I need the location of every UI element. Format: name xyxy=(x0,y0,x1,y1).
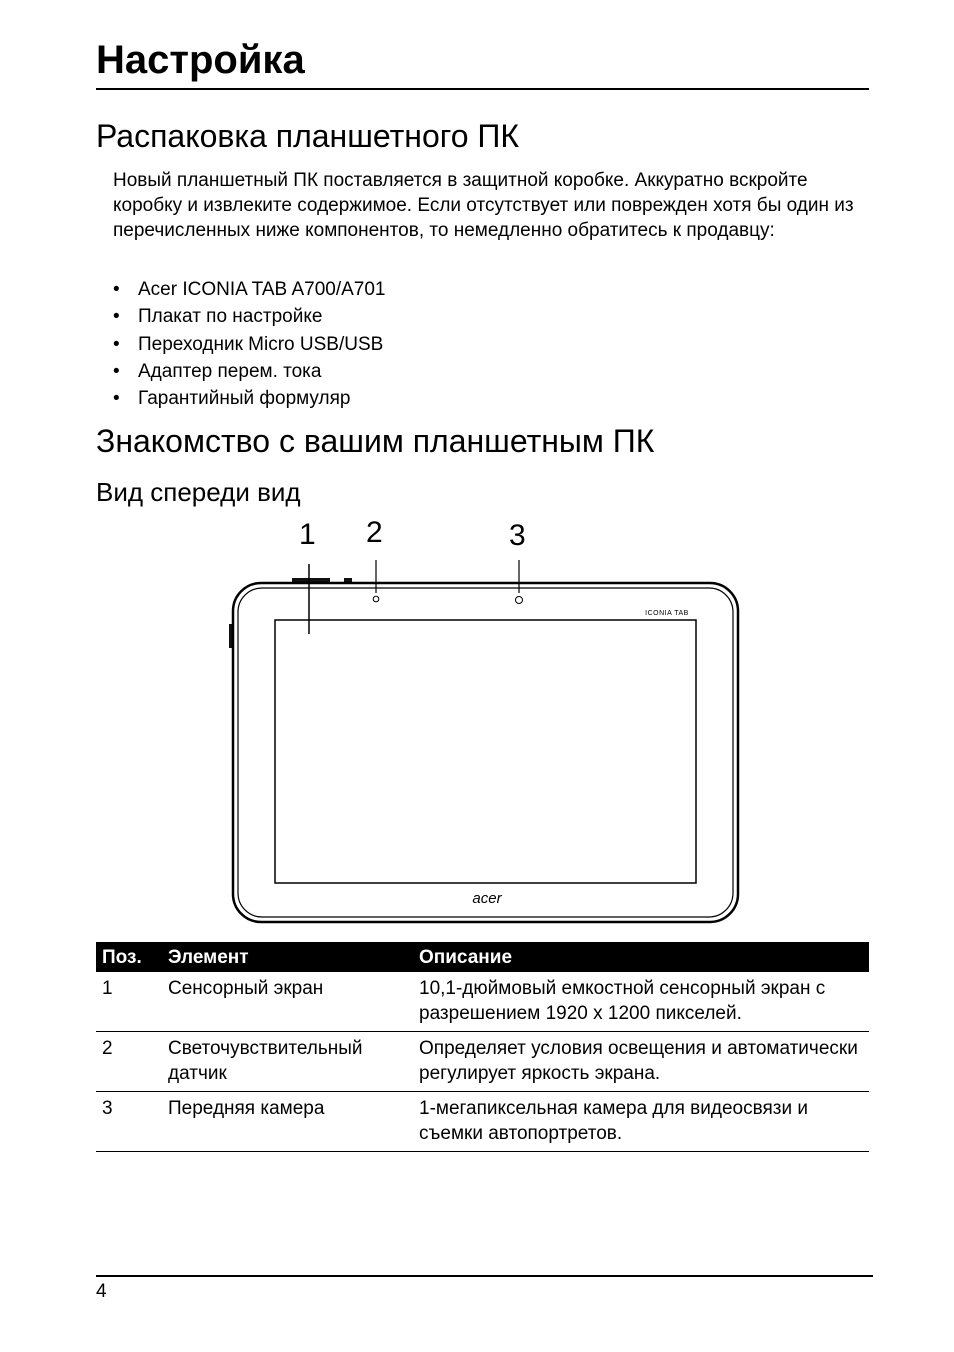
cell-description: 1-мегапиксельная камера для видеосвязи и съемки автопортретов. xyxy=(413,1092,869,1152)
touchscreen xyxy=(275,620,696,883)
page-number: 4 xyxy=(96,1281,107,1302)
list-item: • Плакат по настройке xyxy=(113,303,385,330)
cell-description: 10,1-дюймовый емкостной сенсорный экран с разрешением 1920 x 1200 пикселей. xyxy=(413,972,869,1032)
table-row xyxy=(96,1032,869,1092)
cell-position: 1 xyxy=(96,972,162,1032)
header-description: Описание xyxy=(413,942,869,972)
callout-2: 2 xyxy=(366,516,383,549)
table-header-row xyxy=(96,942,869,972)
table-row xyxy=(96,972,869,1032)
section-title-overview: Знакомство с вашим планшетным ПК xyxy=(96,423,655,459)
cell-element: Сенсорный экран xyxy=(162,972,413,1032)
intro-paragraph: Новый планшетный ПК поставляется в защитной коробке. Аккуратно вскройте коробку и извлеките содержимое. Если отсутствует или поврежден хотя бы один из перечисленных ниже компонентов, то немедленно обратитесь к продавцу: xyxy=(113,170,854,241)
cell-element: Светочувствительный датчик xyxy=(162,1032,413,1092)
header-position: Поз. xyxy=(96,942,162,972)
footer-divider xyxy=(96,1275,873,1277)
iconia-tab-logo: ICONIA TAB xyxy=(645,610,689,617)
cell-description: Определяет условия освещения и автоматически регулирует яркость экрана. xyxy=(413,1032,869,1092)
callout-1: 1 xyxy=(299,518,316,551)
cell-position: 2 xyxy=(96,1032,162,1092)
light-sensor xyxy=(373,596,379,602)
front-camera xyxy=(516,597,523,604)
section-title-unpacking: Распаковка планшетного ПК xyxy=(96,118,520,154)
header-element: Элемент xyxy=(162,942,413,972)
chapter-divider xyxy=(96,88,869,90)
list-item: • Гарантийный формуляр xyxy=(113,385,385,412)
cell-position: 3 xyxy=(96,1092,162,1152)
cell-element: Передняя камера xyxy=(162,1092,413,1152)
components-table xyxy=(96,942,869,1152)
list-item: • Переходник Micro USB/USB xyxy=(113,331,385,358)
acer-logo: acer xyxy=(472,890,502,907)
package-contents-list xyxy=(113,276,385,412)
callout-3: 3 xyxy=(509,519,526,552)
table-row xyxy=(96,1092,869,1152)
list-item: • Адаптер перем. тока xyxy=(113,358,385,385)
subsection-title-front-view: Вид спереди вид xyxy=(96,477,301,507)
chapter-title: Настройка xyxy=(96,38,305,82)
tablet-front-view-figure xyxy=(220,556,745,928)
list-item: • Acer ICONIA TAB A700/A701 xyxy=(113,276,385,303)
